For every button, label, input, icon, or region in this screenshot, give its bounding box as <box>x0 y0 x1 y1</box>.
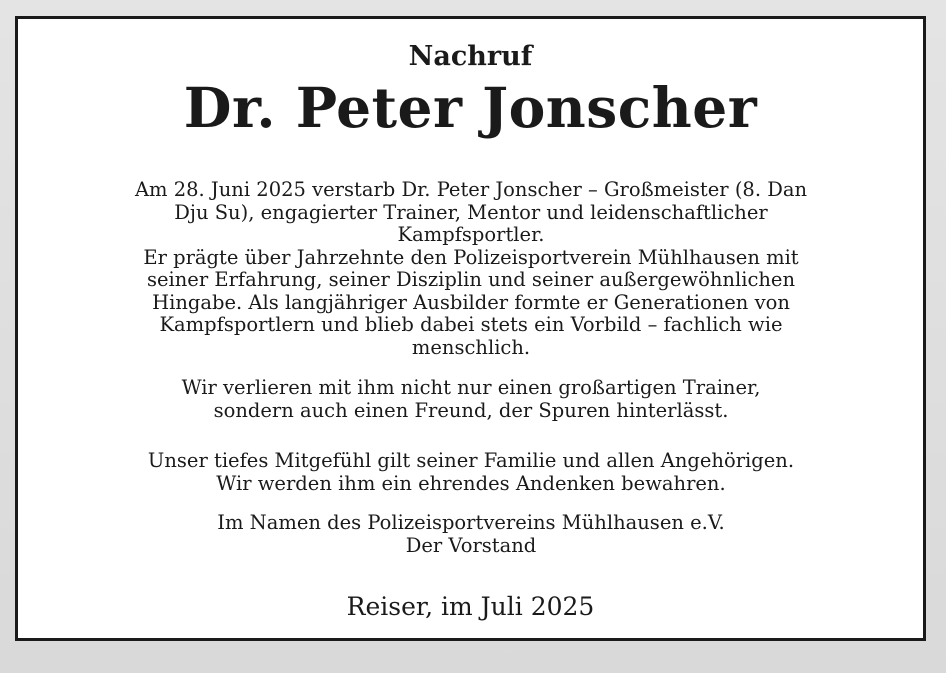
text-line: seiner Erfahrung, seiner Disziplin und seiner außergewöhnlichen <box>146 268 796 291</box>
loss-paragraph <box>58 377 884 422</box>
signature-line: Der Vorstand <box>405 533 537 557</box>
condolence-paragraph <box>58 450 884 495</box>
text-line: menschlich. <box>411 335 531 359</box>
signature-block <box>58 512 884 557</box>
obituary-notice <box>15 16 926 641</box>
text-line: Kampfsportlern und blieb dabei stets ein Vorbild – fachlich wie <box>159 313 783 336</box>
text-line: Wir werden ihm ein ehrendes Andenken bewahren. <box>216 471 726 495</box>
deceased-name: Dr. Peter Jonscher <box>183 75 758 140</box>
signature-line: Im Namen des Polizeisportvereins Mühlhausen e.V. <box>217 511 725 534</box>
notice-kicker: Nachruf <box>408 41 533 72</box>
text-line: Hingabe. Als langjähriger Ausbilder formte er Generationen von <box>152 290 790 314</box>
text-line: Unser tiefes Mitgefühl gilt seiner Familie und allen Angehörigen. <box>147 449 795 472</box>
text-line: Er prägte über Jahrzehnte den Polizeisportverein Mühlhausen mit <box>143 245 799 269</box>
tribute-paragraph <box>58 179 884 359</box>
place-date-line: Reiser, im Juli 2025 <box>346 592 595 621</box>
text-line: sondern auch einen Freund, der Spuren hinterlässt. <box>213 398 729 422</box>
text-line: Am 28. Juni 2025 verstarb Dr. Peter Jonscher – Großmeister (8. Dan <box>134 178 808 201</box>
text-line: Wir verlieren mit ihm nicht nur einen großartigen Trainer, <box>181 376 761 399</box>
text-line: Kampfsportler. <box>397 223 545 246</box>
text-line: Dju Su), engagierter Trainer, Mentor und leidenschaftlicher <box>174 200 768 224</box>
